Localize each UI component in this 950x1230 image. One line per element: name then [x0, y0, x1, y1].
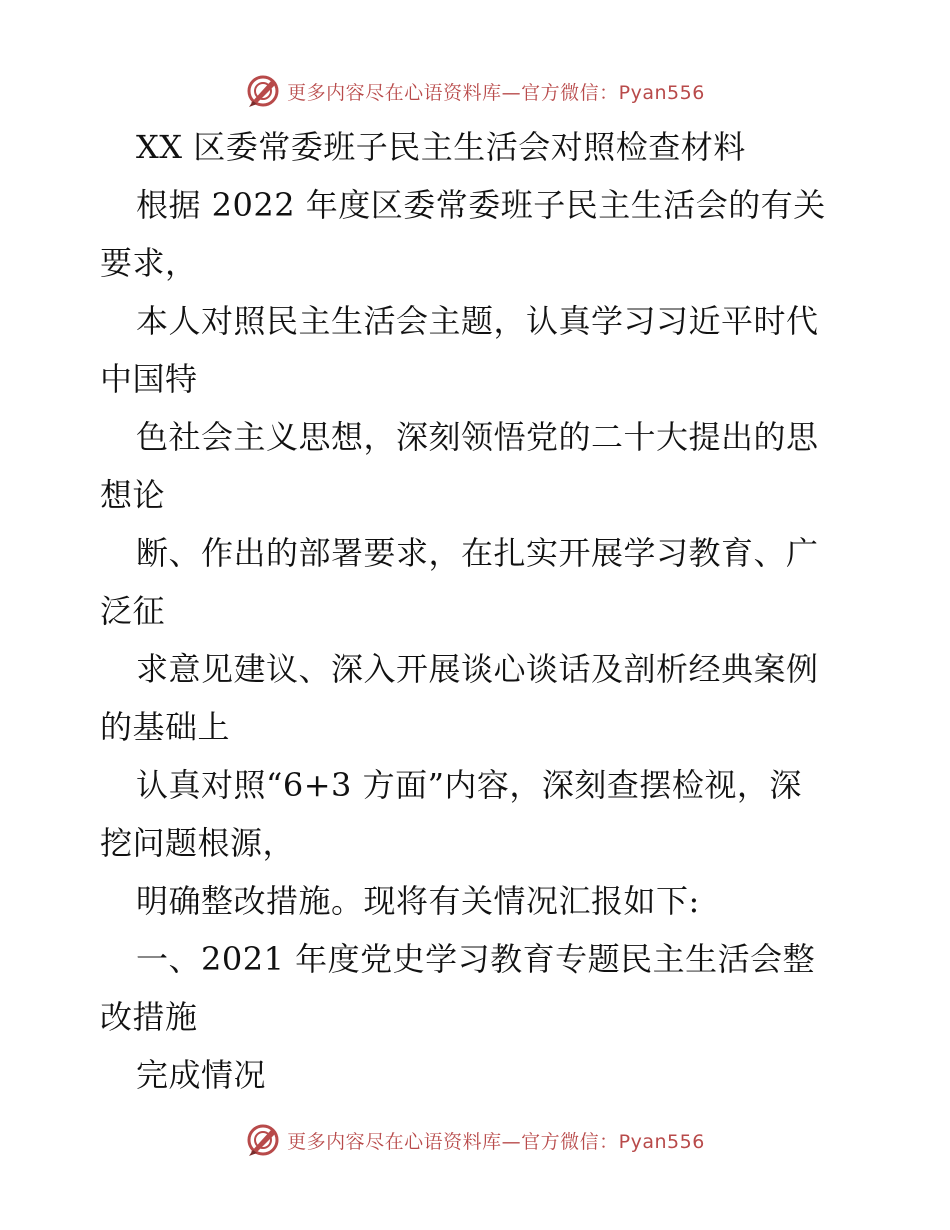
document-line: 本人对照民主生活会主题，认真学习习近平时代 — [136, 302, 819, 340]
document-line: 断、作出的部署要求，在扎实开展学习教育、广 — [136, 534, 819, 572]
document-line: 一、2021 年度党史学习教育专题民主生活会整 — [136, 940, 816, 978]
document-line: 根据 2022 年度区委常委班子民主生活会的有关 — [136, 186, 826, 224]
watermark-text: 更多内容尽在心语资料库—官方微信：Pyan556 — [287, 1130, 705, 1153]
watermark-banner-top — [0, 69, 950, 113]
watermark-banner-bottom — [0, 1118, 950, 1162]
document-line: 要求， — [100, 244, 198, 282]
document-line: 明确整改措施。现将有关情况汇报如下: — [136, 882, 700, 920]
document-line: 求意见建议、深入开展谈心谈话及剖析经典案例 — [136, 650, 819, 688]
watermark-text: 更多内容尽在心语资料库—官方微信：Pyan556 — [287, 81, 705, 104]
document-line: 色社会主义思想，深刻领悟党的二十大提出的思 — [136, 418, 819, 456]
pen-seal-logo-icon — [245, 1122, 281, 1158]
document-body — [100, 118, 852, 1104]
document-line: XX 区委常委班子民主生活会对照检查材料 — [136, 128, 746, 166]
document-line: 认真对照“6+3 方面”内容，深刻查摆检视，深 — [136, 766, 802, 804]
pen-seal-logo-icon — [245, 73, 281, 109]
document-line: 中国特 — [100, 360, 198, 398]
document-line: 挖问题根源， — [100, 824, 296, 862]
document-line: 改措施 — [100, 998, 198, 1036]
document-line: 的基础上 — [100, 708, 231, 746]
document-line: 想论 — [100, 476, 166, 514]
document-line: 完成情况 — [136, 1056, 267, 1094]
document-line: 泛征 — [100, 592, 166, 630]
